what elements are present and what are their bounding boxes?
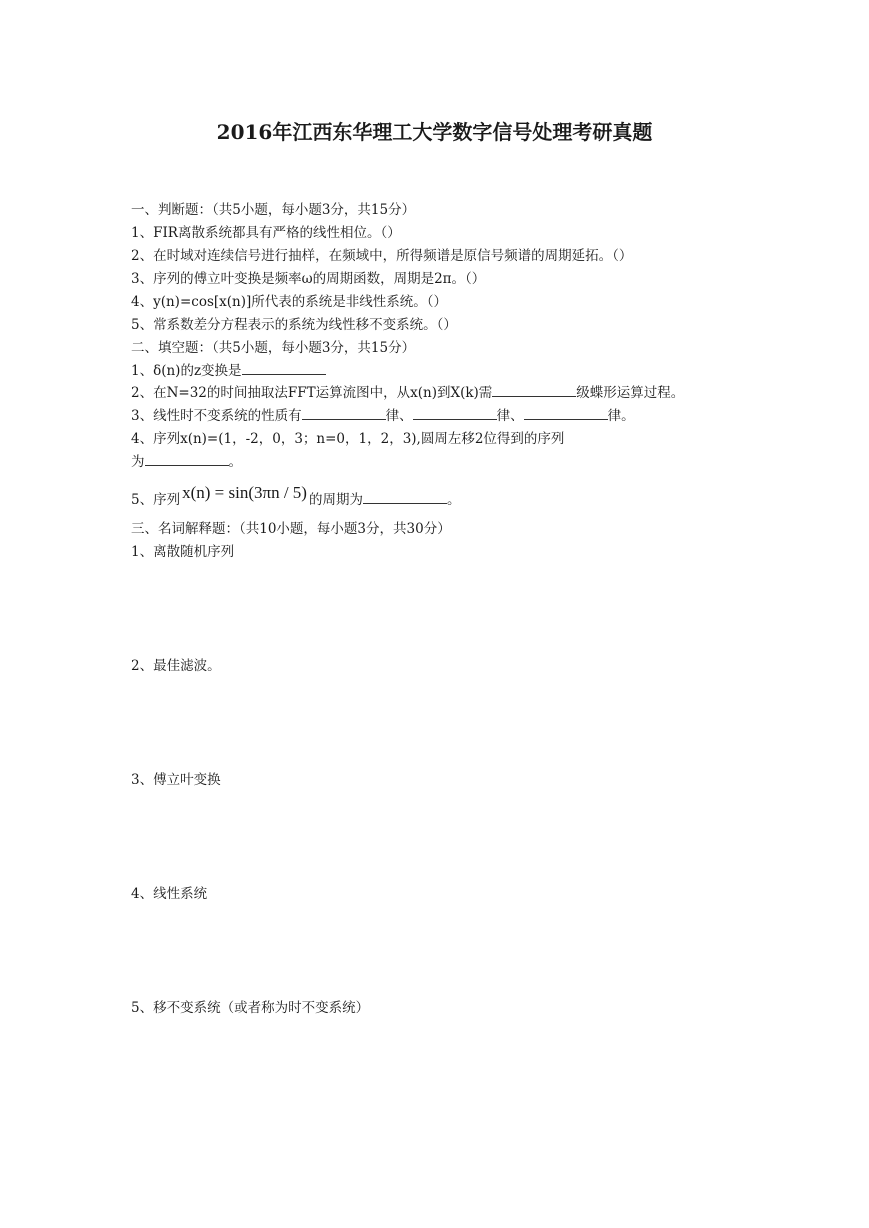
- question-item: [131, 381, 684, 401]
- question-item: [131, 404, 635, 424]
- question-text: 3、线性时不变系统的性质有: [131, 408, 302, 424]
- question-text: 律、: [496, 408, 524, 424]
- answer-blank: [492, 382, 576, 397]
- question-item: 5、常系数差分方程表示的系统为线性移不变系统。（）: [131, 317, 457, 333]
- question-item: 4、序列x(n)=(1，-2，0，3；n=0，1，2，3),圆周左移2位得到的序列: [131, 431, 565, 447]
- section-heading-judgement: 一、判断题：（共5小题，每小题3分，共15分）: [131, 202, 416, 218]
- answer-blank: [363, 489, 447, 504]
- question-text: 2、在N=32的时间抽取法FFT运算流图中，从x(n)到X(k)需: [131, 385, 493, 401]
- question-text: 律。: [607, 408, 635, 424]
- question-item: 4、y(n)=cos[x(n)]所代表的系统是非线性系统。（）: [131, 294, 447, 310]
- question-item-cont: [131, 450, 242, 470]
- question-item: [131, 359, 326, 379]
- question-text: 律、: [385, 408, 413, 424]
- question-item: 3、序列的傅立叶变换是频率ω的周期函数，周期是2π。（）: [131, 271, 486, 287]
- question-text: 。: [446, 492, 461, 508]
- answer-blank: [302, 405, 386, 420]
- term-item: 4、线性系统: [131, 886, 208, 902]
- page-title: 2016年江西东华理工大学数字信号处理考研真题: [216, 120, 653, 144]
- formula: x(n) = sin(3πn / 5): [182, 483, 307, 502]
- question-item: [131, 483, 461, 509]
- question-item: 2、在时域对连续信号进行抽样，在频域中，所得频谱是原信号频谱的周期延拓。（）: [131, 248, 633, 264]
- answer-blank: [145, 451, 229, 466]
- question-text: 5、序列: [131, 492, 181, 508]
- answer-blank: [242, 360, 326, 375]
- section-heading-fill: 二、填空题：（共5小题，每小题3分，共15分）: [131, 340, 416, 356]
- term-item: 2、最佳滤波。: [131, 658, 221, 674]
- question-text: 。: [228, 454, 242, 470]
- term-item: 1、离散随机序列: [131, 544, 235, 560]
- term-item: 5、移不变系统（或者称为时不变系统）: [131, 1000, 370, 1016]
- section-heading-terms: 三、名词解释题：（共10小题，每小题3分，共30分）: [131, 521, 451, 537]
- answer-blank: [413, 405, 497, 420]
- answer-blank: [524, 405, 608, 420]
- question-text: 级蝶形运算过程。: [576, 385, 685, 401]
- term-item: 3、傅立叶变换: [131, 772, 221, 788]
- question-item: 1、FIR离散系统都具有严格的线性相位。（）: [131, 225, 401, 241]
- question-text: 1、δ(n)的z变换是: [131, 363, 242, 379]
- question-text: 为: [131, 454, 145, 470]
- question-text: 的周期为: [308, 492, 363, 508]
